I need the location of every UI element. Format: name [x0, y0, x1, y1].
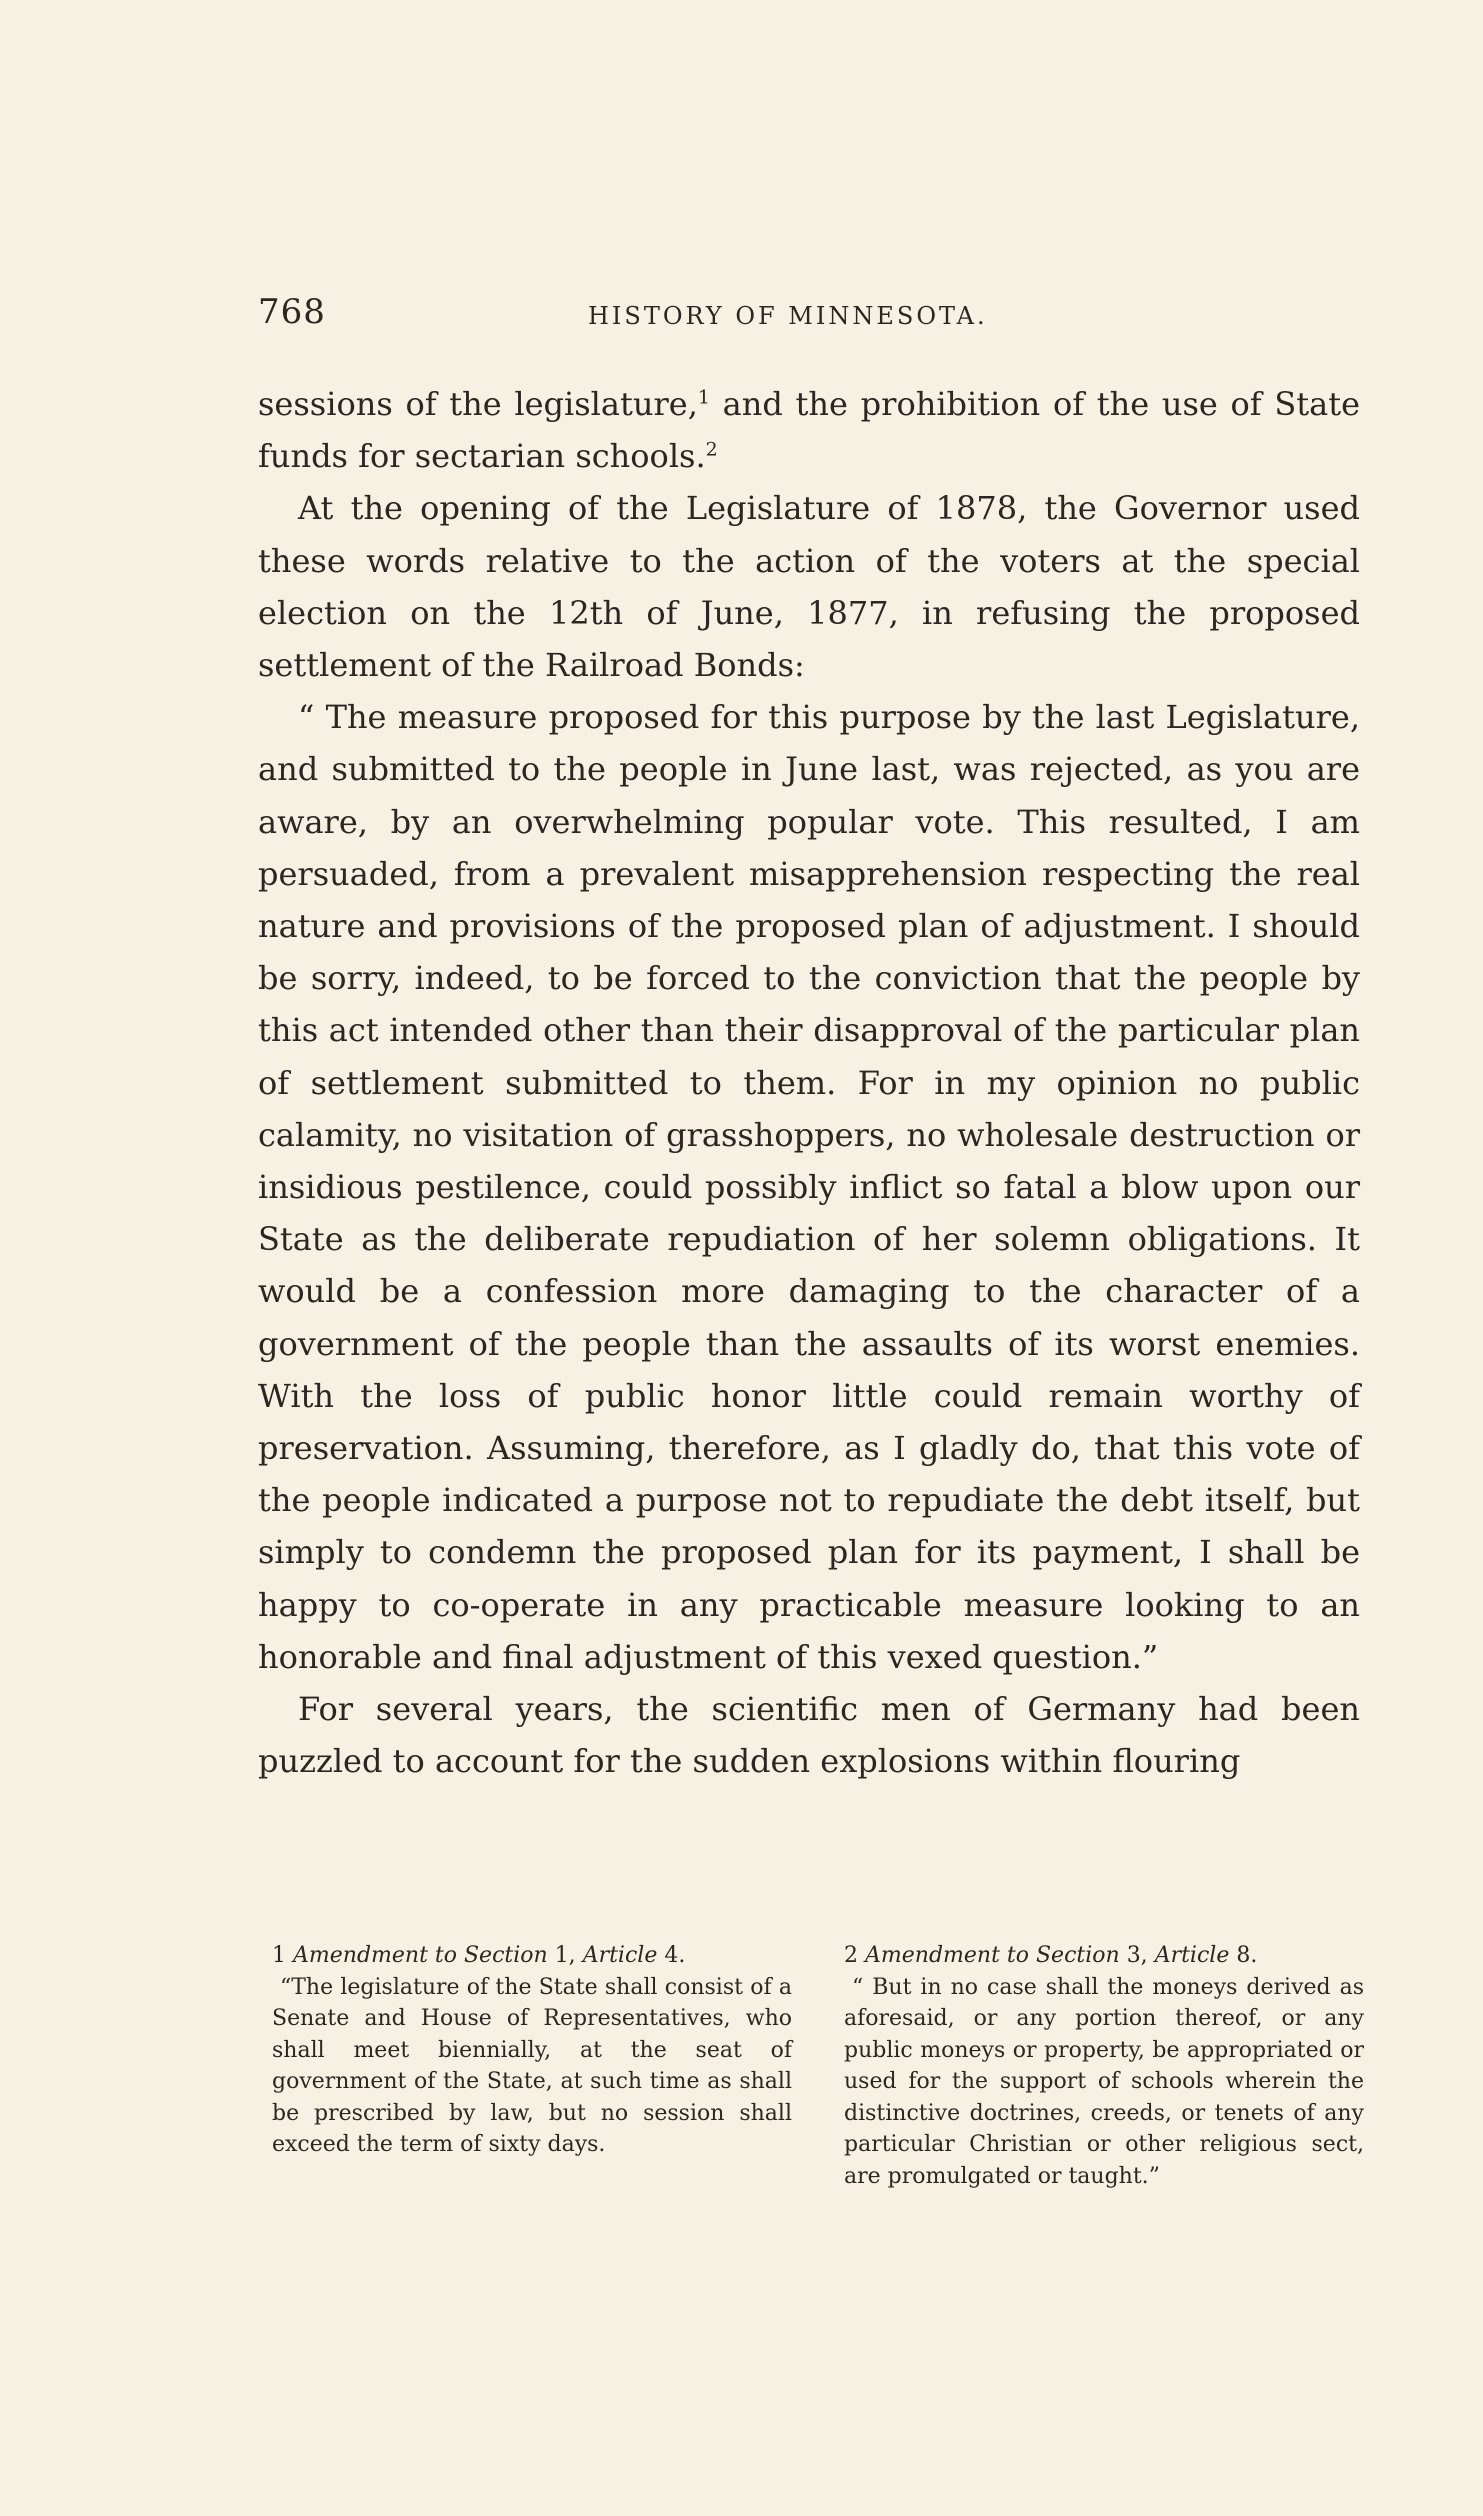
footnote-number: 2 [844, 1943, 858, 1968]
footnote [844, 1940, 1364, 2192]
main-text [258, 378, 1360, 1787]
running-head: HISTORY OF MINNESOTA. [588, 302, 988, 330]
footnote-body: “The legislature of the State shall consist of a Senate and House of Representatives, who shall meet biennially, at the seat of government of the State, at such time as shall be prescribed by law, but no session shall exceed the term of sixty days. [272, 1974, 792, 2157]
footnote-title-section: 1, [554, 1943, 576, 1968]
footnote-title-article: 8. [1236, 1943, 1258, 1968]
footnote-title-article: 4. [664, 1943, 686, 1968]
footnote-title-text: Article [1154, 1943, 1230, 1968]
page-header [258, 292, 1356, 342]
paragraph [258, 378, 1360, 482]
footnote-title [844, 1940, 1364, 1972]
footnote-title-section: 3, [1126, 1943, 1148, 1968]
footnote-title-text: Amendment to Section [293, 1943, 548, 1968]
quoted-paragraph: “ The measure proposed for this purpose by the last Legislature, and submitted to the people in June last, was rejected, as you are aware, by an overwhelming popular vote. This resulted, I am persuaded, from a prevalent misapprehension respecting the real nature and provisions of the proposed plan of adjustment. I should be sorry, indeed, to be forced to the conviction that the people by this act intended other than their disapproval of the particular plan of settlement submitted to them. For in my opinion no public calamity, no visitation of grasshoppers, no wholesale destruction or insidious pestilence, could possibly inflict so fatal a blow upon our State as the deliberate repudiation of her solemn obligations. It would be a confession more damaging to the character of a government of the people than the assaults of its worst enemies. With the loss of public honor little could remain worthy of preservation. Assuming, therefore, as I gladly do, that this vote of the people indicated a purpose not to repudiate the debt itself, but simply to condemn the proposed plan for its payment, I shall be happy to co-operate in any practicable measure looking to an honorable and final adjustment of this vexed question.” [258, 698, 1360, 1676]
footnote-title-text: Article [582, 1943, 658, 1968]
footnote-title-text: Amendment to Section [865, 1943, 1120, 1968]
paragraph-text: and the prohibition of the use of State funds for sectarian schools. [258, 385, 1361, 476]
paragraph: For several years, the scientific men of Germany had been puzzled to account for the sudden explosions within flouring [258, 1690, 1360, 1781]
footnote-number: 1 [272, 1943, 286, 1968]
footnote-ref: 2 [705, 438, 718, 461]
footnote-body: “ But in no case shall the moneys derived as aforesaid, or any portion thereof, or any public moneys or property, be appropriated or used for the support of schools wherein the distinctive doctrines, creeds, or tenets of any particular Christian or other religious sect, are promulgated or taught.” [844, 1974, 1364, 2189]
footnote-title [272, 1940, 792, 1972]
footnote-ref: 1 [697, 386, 710, 409]
page-number: 768 [258, 292, 326, 332]
footnotes [272, 1940, 1364, 2192]
footnote [272, 1940, 792, 2192]
paragraph-text: sessions of the legislature, [258, 385, 698, 423]
paragraph: At the opening of the Legislature of 1878, the Governor used these words relative to the action of the voters at the special election on the 12th of June, 1877, in refusing the proposed settlement of the Railroad Bonds: [258, 489, 1360, 685]
